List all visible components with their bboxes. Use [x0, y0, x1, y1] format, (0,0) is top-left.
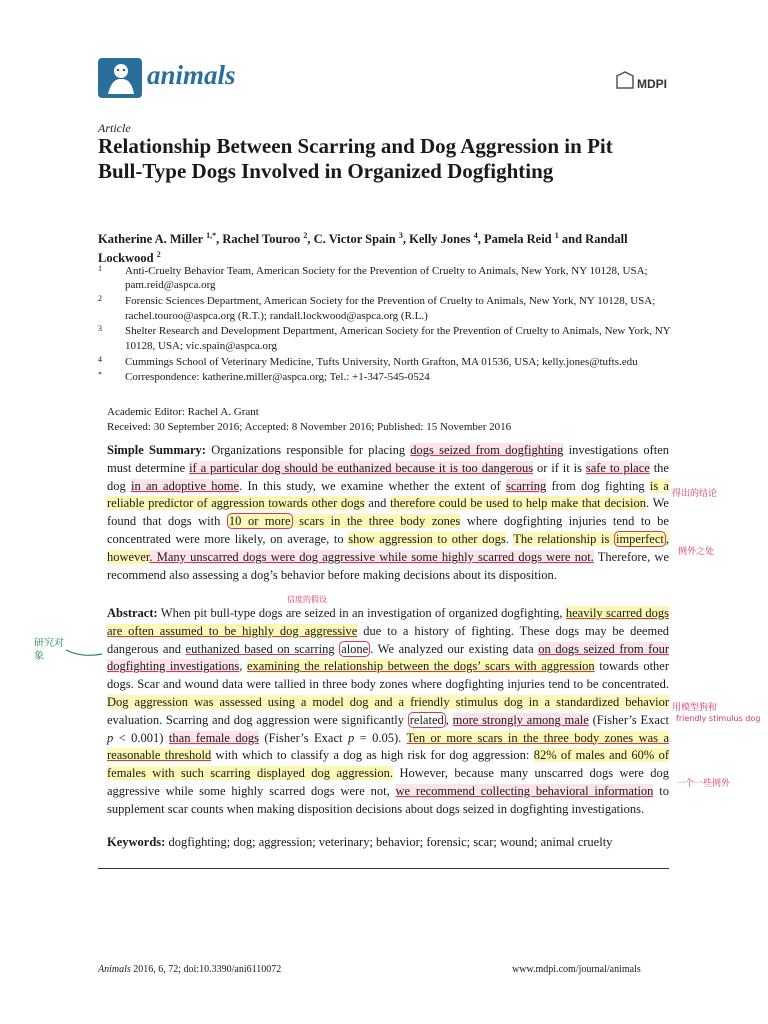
article-type: Article	[98, 121, 131, 135]
author-affiliation-marker: 2	[156, 250, 161, 260]
academic-editor: Academic Editor: Rachel A. Grant	[107, 406, 259, 418]
author-name: Rachel Touroo	[222, 232, 304, 247]
text-segment: where dogfighting injuries tend to be concentrated were more likely, on average, to	[107, 514, 669, 546]
affiliation-item	[98, 294, 678, 323]
affiliation-text: Correspondence: katherine.miller@aspca.org; Tel.: +1-347-545-0524	[125, 371, 430, 384]
simple-summary	[107, 442, 669, 584]
highlighted-text: alone	[341, 641, 369, 656]
highlighted-text: Ten or more scars in the three body zones was a reasonable threshold	[107, 730, 669, 763]
simple-summary-body	[107, 443, 669, 582]
journal-name: animals	[147, 60, 236, 90]
highlighted-text: scars in the three body zones	[292, 514, 461, 529]
author-affiliation-marker: 1,*	[206, 231, 217, 240]
text-segment: . In this study, we examine whether the extent of	[239, 478, 506, 493]
highlighted-text: 82% of males and 60% of females with such scarring displayed dog aggression.	[107, 748, 670, 781]
citation-footer	[98, 964, 281, 975]
annotation-friendly-stimulus: friendly stimulus dog	[676, 714, 761, 723]
affiliation-number: 2	[98, 294, 102, 304]
annotation-hypothesis: 信度的假设	[287, 595, 327, 604]
text-segment: investigations often must determine	[107, 443, 670, 475]
author-affiliation-marker: 1	[554, 231, 559, 240]
text-segment: from dog fighting	[546, 478, 650, 493]
author-name: Pamela Reid	[483, 232, 555, 247]
affiliation-number: 4	[98, 354, 102, 364]
text-segment: due to a history of fighting. These dogs may be deemed dangerous and	[107, 623, 669, 656]
annotation-research-subject: 研究对象	[34, 638, 64, 662]
text-segment: (Fisher’s Exact	[588, 712, 669, 727]
highlighted-text: Dog aggression was assessed using a model dog and a friendly stimulus dog in a standardized behavior	[107, 694, 669, 709]
abstract-body	[107, 606, 669, 816]
annotation-conclusion: 得出的结论	[672, 489, 718, 499]
text-segment: However, because many unscarred dogs were dog aggressive while some highly scarred dogs were not,	[107, 766, 669, 798]
text-segment: evaluation. Scarring and dog aggression were significantly	[107, 712, 408, 727]
text-segment: = 0.05).	[354, 730, 407, 745]
keywords-label: Keywords:	[107, 835, 166, 849]
author-list: Katherine A. Miller $^{1,*}$, Rachel Touroo $^2$, C. Victor Spain $^3$, Kelly Jones $^4$, Pamela Reid $^1$ and Randall Lockwood $^2$	[98, 231, 628, 266]
highlighted-text: , however	[107, 531, 669, 564]
text-segment: with which to classify a dog as high risk for dog aggression:	[211, 748, 534, 763]
text-segment: Organizations responsible for placing	[205, 443, 411, 457]
journal-logo-icon	[98, 58, 142, 98]
simple-summary-label: Simple Summary:	[107, 443, 206, 457]
highlighted-text: p	[347, 730, 355, 745]
keywords-text: dogfighting; dog; aggression; veterinary; behavior; forensic; scar; wound; animal cruelty	[165, 835, 613, 849]
highlighted-text: more strongly among male	[452, 712, 589, 727]
affiliation-item	[98, 324, 678, 353]
highlighted-text: dogs seized from dogfighting	[410, 443, 564, 457]
affiliation-number: 3	[98, 324, 102, 334]
keywords	[107, 834, 669, 852]
divider	[98, 868, 669, 869]
article-dates	[107, 405, 511, 434]
affiliation-text: Forensic Sciences Department, American Society for the Prevention of Cruelty to Animals, New York, NY 10128, USA; rachel.touroo@aspca.org (R.T.); randall.lockwood@aspca.org (R.L.)	[125, 295, 656, 322]
highlighted-text: safe to place	[585, 460, 650, 475]
affiliation-item	[98, 264, 678, 293]
highlighted-text: 10 or more	[228, 514, 291, 529]
text-segment: (Fisher’s Exact	[258, 730, 348, 745]
affiliation-item	[98, 370, 678, 384]
highlighted-text: therefore could be used to help make that decision	[390, 496, 647, 511]
article-title: Relationship Between Scarring and Dog Aggression in Pit Bull-Type Dogs Involved in Organized Dogfighting	[98, 134, 613, 183]
text-segment: ,	[445, 712, 453, 727]
highlighted-text: examining the relationship between the dogs’ scars with aggression	[246, 659, 595, 674]
text-segment: . We analyzed our existing data	[370, 641, 539, 656]
highlighted-text: is a reliable predictor of aggression towards other dogs	[107, 478, 669, 511]
highlighted-text: euthanized based on scarring	[185, 641, 335, 656]
citation-details: 2016, 6, 72; doi:10.3390/ani6110072	[130, 964, 282, 975]
publication-history: Received: 30 September 2016; Accepted: 8 November 2016; Published: 15 November 2016	[107, 420, 512, 433]
highlighted-text: in an adoptive home	[131, 478, 240, 493]
text-segment: ,	[239, 659, 247, 674]
highlighted-text: p	[107, 730, 114, 745]
abstract-label: Abstract:	[107, 606, 158, 620]
annotation-exception: 例外之处	[678, 547, 715, 557]
highlighted-text: if a particular dog should be euthanized because it is too dangerous	[189, 460, 534, 475]
affiliation-text: Cummings School of Veterinary Medicine, Tufts University, North Grafton, MA 01536, USA; kelly.jones@tufts.edu	[125, 355, 638, 368]
highlighted-text: on dogs seized from four dogfighting investigations	[107, 641, 669, 674]
mdpi-logo-icon	[613, 70, 669, 100]
author-name: Kelly Jones	[409, 232, 474, 247]
author-affiliation-marker: 2	[303, 231, 308, 240]
affiliation-number: 1	[98, 264, 102, 273]
highlighted-text: we recommend collecting behavioral information	[395, 783, 654, 798]
text-segment: < 0.001)	[113, 730, 169, 745]
affiliations	[98, 264, 678, 386]
annotation-model-dog: 用模型狗和	[672, 703, 718, 713]
journal-url[interactable]: www.mdpi.com/journal/animals	[512, 964, 641, 975]
text-segment: or if it is	[533, 460, 586, 475]
text-segment: . We found that dogs with	[107, 496, 669, 529]
affiliation-number: *	[98, 370, 102, 380]
text-segment: and	[364, 496, 391, 511]
highlighted-text: . Many unscarred dogs were dog aggressive while some highly scarred dogs were not.	[149, 549, 594, 564]
author-affiliation-marker: 3	[398, 231, 403, 240]
text-segment: the dog	[107, 460, 669, 493]
publisher-logo-text: MDPI	[637, 77, 667, 91]
text-segment: towards other dogs. Scar and wound data were tallied in three body zones where dogfighting injuries tend to be concentrated.	[107, 659, 670, 692]
affiliation-text: Anti-Cruelty Behavior Team, American Society for the Prevention of Cruelty to Animals, New York, NY 10128, USA; pam.reid@aspca.org	[125, 265, 648, 292]
arrow-annotation-icon	[64, 646, 104, 660]
text-segment: .	[505, 531, 514, 546]
highlighted-text: heavily scarred dogs are often assumed to be highly dog aggressive	[107, 606, 669, 638]
text-segment: Therefore, we recommend also assessing a dog’s behavior before making decisions about its disposition.	[107, 549, 669, 582]
highlighted-text: scarring	[505, 478, 547, 493]
author-name: Katherine A. Miller	[98, 232, 207, 247]
highlighted-text: The relationship is	[513, 531, 614, 546]
author-name: C. Victor Spain	[313, 232, 399, 247]
highlighted-text: show aggression to other dogs	[348, 531, 506, 546]
affiliation-text: Shelter Research and Development Department, American Society for the Prevention of Cruelty to Animals, New York, NY 10128, USA; vic.spain@aspca.org	[125, 325, 671, 352]
citation-journal: Animals	[98, 964, 131, 975]
text-segment: to supplement scar counts when making disposition decisions about dogs seized in dogfighting investigations.	[107, 783, 669, 816]
author-affiliation-marker: 4	[473, 231, 478, 240]
text-segment: When pit bull-type dogs are seized in an investigation of organized dogfighting,	[157, 606, 566, 620]
highlighted-text: imperfect	[615, 531, 664, 546]
highlighted-text: related	[409, 712, 444, 727]
highlighted-text: than female dogs	[168, 730, 259, 745]
affiliation-item	[98, 355, 678, 369]
annotation-some-exceptions: 一个一些例外	[676, 779, 731, 789]
abstract	[107, 605, 669, 819]
author-name: Randall Lockwood	[98, 232, 628, 266]
